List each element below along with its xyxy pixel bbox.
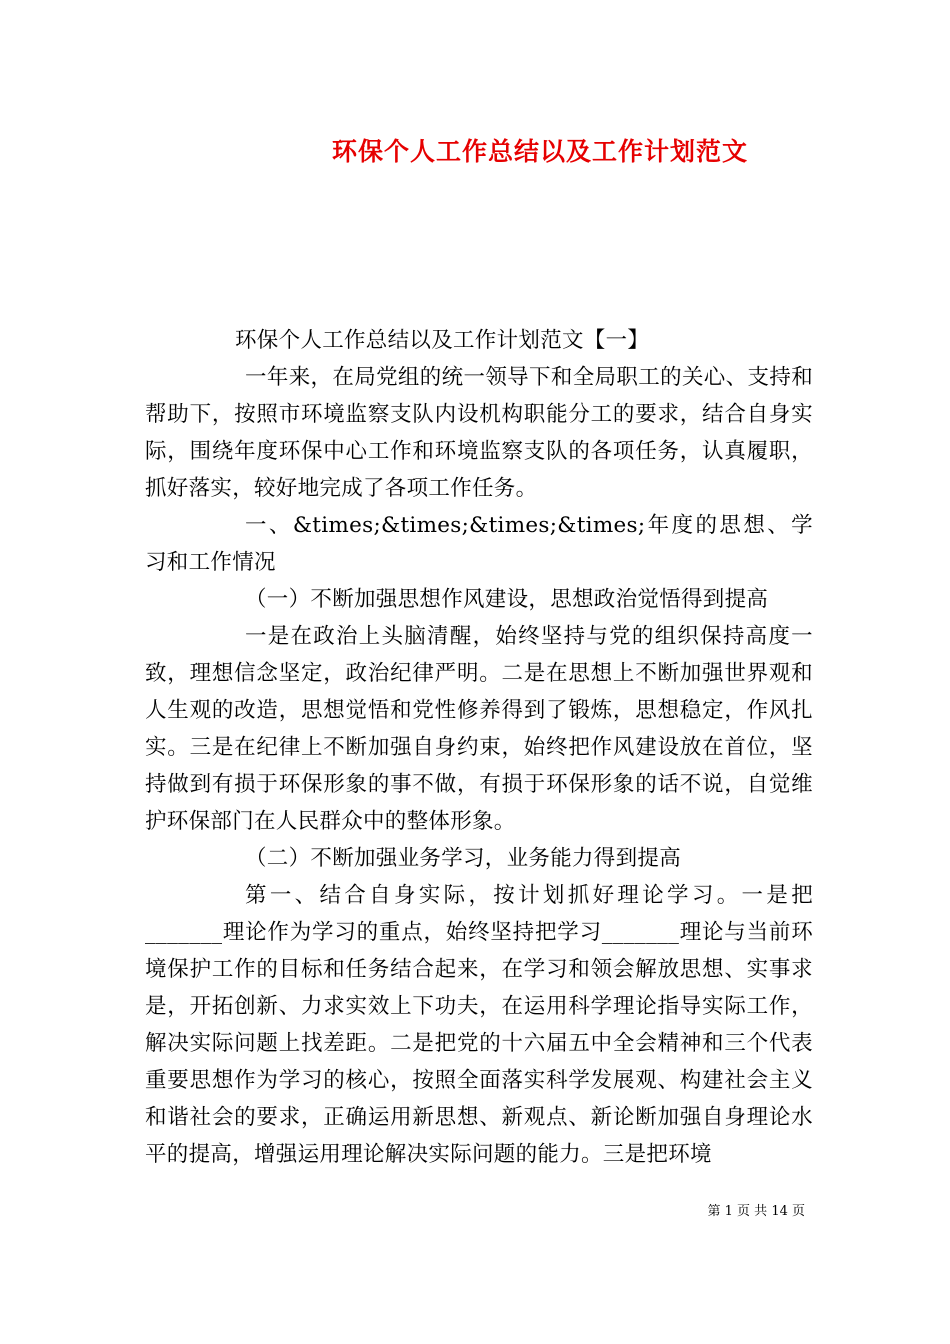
page-number: 第 1 页 共 14 页: [707, 1204, 805, 1219]
document-title: 环保个人工作总结以及工作计划范文: [331, 137, 748, 166]
document-body: [145, 322, 813, 1173]
section-heading: 一、&times;&times;&times;&times;年度的思想、学习和工作情况: [145, 513, 813, 575]
subsection-heading: （二）不断加强业务学习，业务能力得到提高: [245, 846, 682, 871]
body-paragraph: 一是在政治上头脑清醒，始终坚持与党的组织保持高度一致，理想信念坚定，政治纪律严明。二是在思想上不断加强世界观和人生观的改造，思想觉悟和党性修养得到了锻炼，思想稳定，作风扎实。三是在纪律上不断加强自身约束，始终把作风建设放在首位，坚持做到有损于环保形象的事不做，有损于环保形象的话不说，自觉维护环保部门在人民群众中的整体形象。: [145, 624, 813, 834]
subsection-heading: （一）不断加强思想作风建设，思想政治觉悟得到提高: [245, 587, 769, 612]
section-heading: 环保个人工作总结以及工作计划范文【一】: [235, 328, 650, 353]
body-paragraph: 第一、结合自身实际，按计划抓好理论学习。一是把_______理论作为学习的重点，始终坚持把学习_______理论与当前环境保护工作的目标和任务结合起来，在学习和领会解放思想、实事求是，开拓创新、力求实效上下功夫，在运用科学理论指导实际工作，解决实际问题上找差距。二是把党的十六届五中全会精神和三个代表重要思想作为学习的核心，按照全面落实科学发展观、构建社会主义和谐社会的要求，正确运用新思想、新观点、新论断加强自身理论水平的提高，增强运用理论解决实际问题的能力。三是把环境: [145, 883, 813, 1167]
body-paragraph: 一年来，在局党组的统一领导下和全局职工的关心、支持和帮助下，按照市环境监察支队内设机构职能分工的要求，结合自身实际，围绕年度环保中心工作和环境监察支队的各项任务，认真履职，抓好落实，较好地完成了各项工作任务。: [145, 365, 813, 501]
